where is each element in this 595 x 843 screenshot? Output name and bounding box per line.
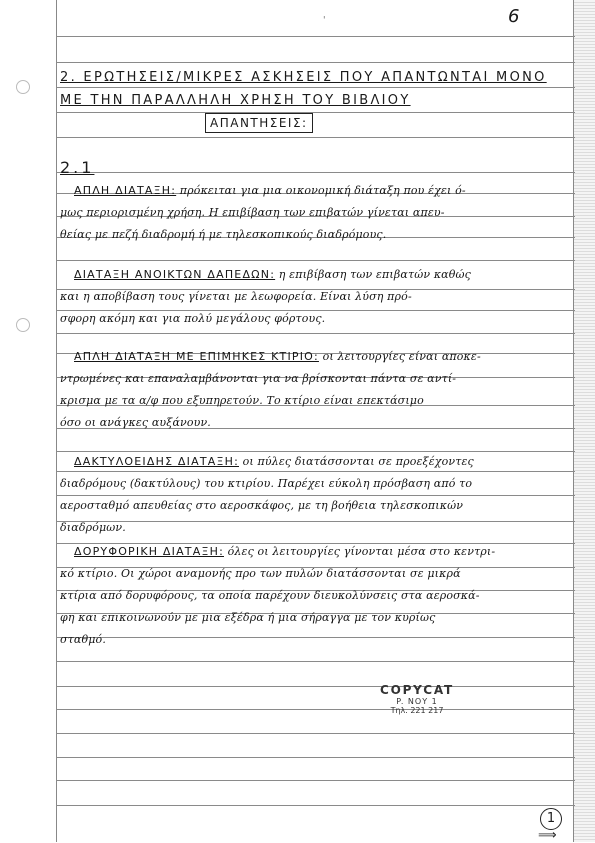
handwritten-line bbox=[60, 390, 575, 412]
handwritten-line bbox=[60, 286, 575, 308]
handwritten-line bbox=[60, 368, 575, 390]
heading-line-1: 2. ΕΡΩΤΗΣΕΙΣ/ΜΙΚΡΕΣ ΑΣΚΗΣΕΙΣ ΠΟΥ ΑΠΑΝΤΩΝΤΑΙ ΜΟΝΟ bbox=[60, 70, 547, 85]
handwritten-line bbox=[60, 346, 589, 368]
margin-line-left bbox=[56, 0, 57, 842]
ruled-line bbox=[56, 260, 575, 261]
term-label: ΔΟΡΥΦΟΡΙΚΗ ΔΙΑΤΑΞΗ: bbox=[74, 545, 224, 558]
ruled-line bbox=[56, 686, 575, 687]
stamp-line-1: COPYCAT bbox=[379, 683, 454, 697]
line-text: πρόκειται για μια οικονομική διάταξη που έχει ό- bbox=[176, 184, 466, 197]
stamp-line-2: P. ΝΟΥ 1 bbox=[396, 697, 438, 706]
line-text: σταθμό. bbox=[60, 633, 106, 646]
ruled-line bbox=[56, 87, 575, 88]
handwritten-line bbox=[60, 224, 575, 246]
line-text: κό κτίριο. Οι χώροι αναμονής προ των πυλών διατάσσονται σε μικρά bbox=[60, 567, 461, 580]
line-text: διαδρόμους (δακτύλους) του κτιρίου. Παρέχει εύκολη πρόσβαση από το bbox=[60, 477, 473, 490]
line-text: ντρωμένες και επαναλαμβάνονται για να βρίσκονται πάντα σε αντί- bbox=[60, 372, 457, 385]
punch-hole-top bbox=[16, 80, 30, 94]
line-text: η επιβίβαση των επιβατών καθώς bbox=[275, 268, 471, 281]
ruled-line bbox=[56, 733, 575, 734]
ruled-line bbox=[56, 661, 575, 662]
stamp-line-3: Τηλ. 221 217 bbox=[390, 706, 444, 715]
handwritten-line bbox=[60, 517, 575, 539]
line-text: κρισμα με τα α/φ που εξυπηρετούν. Το κτίριο είναι επεκτάσιμο bbox=[60, 394, 424, 407]
copycat-stamp bbox=[362, 683, 472, 715]
header-mark: ' bbox=[323, 16, 326, 26]
circled-page-number: 1 bbox=[540, 808, 562, 830]
line-text: και η αποβίβαση τους γίνεται με λεωφορεία. Είναι λύση πρό- bbox=[60, 290, 412, 303]
line-text: όσο οι ανάγκες αυξάνουν. bbox=[60, 416, 211, 429]
page-edge-shading bbox=[573, 0, 595, 842]
ruled-line bbox=[56, 172, 575, 173]
handwritten-line bbox=[60, 412, 575, 434]
ruled-line bbox=[56, 62, 575, 63]
handwritten-line bbox=[60, 629, 575, 651]
handwritten-line bbox=[60, 473, 575, 495]
line-text: οι πύλες διατάσσονται σε προεξέχοντες bbox=[239, 455, 474, 468]
handwritten-line bbox=[60, 264, 589, 286]
line-text: οι λειτουργίες είναι αποκε- bbox=[318, 350, 481, 363]
heading-line-2: ΜΕ ΤΗΝ ΠΑΡΑΛΛΗΛΗ ΧΡΗΣΗ ΤΟΥ ΒΙΒΛΙΟΥ bbox=[60, 93, 411, 108]
handwritten-line bbox=[60, 585, 575, 607]
punch-hole-middle bbox=[16, 318, 30, 332]
handwritten-line bbox=[60, 451, 589, 473]
ruled-line bbox=[56, 757, 575, 758]
handwritten-line bbox=[60, 541, 589, 563]
handwritten-line bbox=[60, 180, 589, 202]
line-text: διαδρόμων. bbox=[60, 521, 126, 534]
handwritten-line bbox=[60, 563, 575, 585]
term-label: ΔΙΑΤΑΞΗ ΑΝΟΙΚΤΩΝ ΔΑΠΕΔΩΝ: bbox=[74, 268, 276, 281]
line-text: φη και επικοινωνούν με μια εξέδρα ή μια σήραγγα με τον κυρίως bbox=[60, 611, 436, 624]
handwritten-line bbox=[60, 607, 575, 629]
ruled-line bbox=[56, 805, 575, 806]
line-text: σφορη ακόμη και για πολύ μεγάλους φόρτους. bbox=[60, 312, 326, 325]
line-text: θείας με πεζή διαδρομή ή με τηλεσκοπικούς διαδρόμους. bbox=[60, 228, 387, 241]
line-text: μως περιορισμένη χρήση. Η επιβίβαση των επιβατών γίνεται απευ- bbox=[60, 206, 445, 219]
ruled-line bbox=[56, 112, 575, 113]
ruled-line bbox=[56, 333, 575, 334]
line-text: κτίρια από δορυφόρους, τα οποία παρέχουν διευκολύνσεις στα αεροσκά- bbox=[60, 589, 480, 602]
term-label: ΑΠΛΗ ΔΙΑΤΑΞΗ: bbox=[74, 184, 177, 197]
ruled-line bbox=[56, 137, 575, 138]
ruled-line bbox=[56, 780, 575, 781]
term-label: ΑΠΛΗ ΔΙΑΤΑΞΗ ΜΕ ΕΠΙΜΗΚΕΣ ΚΤΙΡΙΟ: bbox=[74, 350, 319, 363]
handwritten-line bbox=[60, 308, 575, 330]
term-label: ΔΑΚΤΥΛΟΕΙΔΗΣ ΔΙΑΤΑΞΗ: bbox=[74, 455, 239, 468]
answers-label: ΑΠΑΝΤΗΣΕΙΣ: bbox=[205, 113, 313, 133]
ruled-line bbox=[56, 36, 575, 37]
continue-arrow: ⟹ bbox=[538, 828, 557, 843]
page-number: 6 bbox=[508, 6, 520, 27]
ruled-line bbox=[56, 709, 575, 710]
handwritten-line bbox=[60, 495, 575, 517]
handwritten-line bbox=[60, 202, 575, 224]
line-text: αεροσταθμό απευθείας στο αεροσκάφος, με τη βοήθεια τηλεσκοπικών bbox=[60, 499, 464, 512]
section-number: 2.1 bbox=[60, 158, 95, 177]
line-text: όλες οι λειτουργίες γίνονται μέσα στο κεντρι- bbox=[223, 545, 496, 558]
